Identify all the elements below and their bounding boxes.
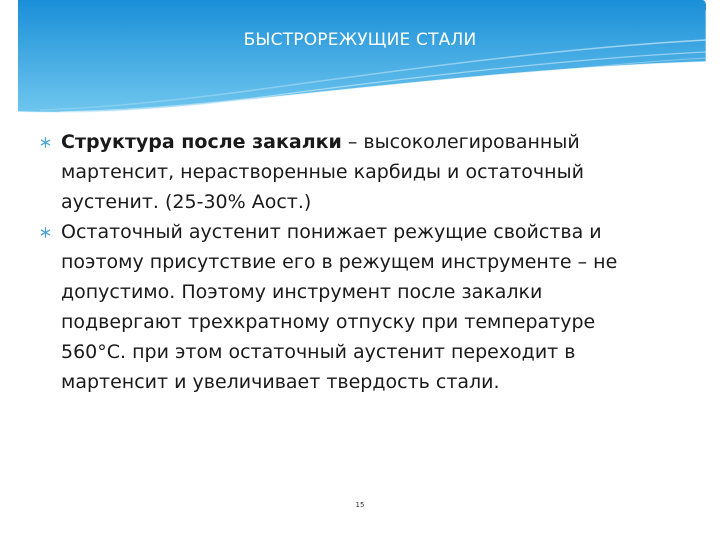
bullet-text: Остаточный аустенит понижает режущие свойства и поэтому присутствие его в режущем инструменте – не допустимо. Поэтому инструмент после закалки подвергают трехкратному отпуску при температуре 560°С. при этом остаточный аустенит переходит в мартенсит и увеличивает твердость стали. [61,221,618,393]
slide-body [38,127,638,397]
asterisk-bullet-icon [38,127,52,157]
page-number: 15 [355,501,365,509]
slide-title: БЫСТРОРЕЖУЩИЕ СТАЛИ [243,30,477,50]
wave-banner-graphic [0,0,720,120]
bullet-lead: Структура после закалки [61,131,342,153]
bullet-item [38,217,638,397]
bullet-item [38,127,638,217]
bullet-text: – высоколегированный мартенсит, нерастворенные карбиды и остаточный аустенит. (25-30% Аост.) [61,131,584,213]
asterisk-bullet-icon [38,217,52,247]
title-banner [0,0,720,120]
